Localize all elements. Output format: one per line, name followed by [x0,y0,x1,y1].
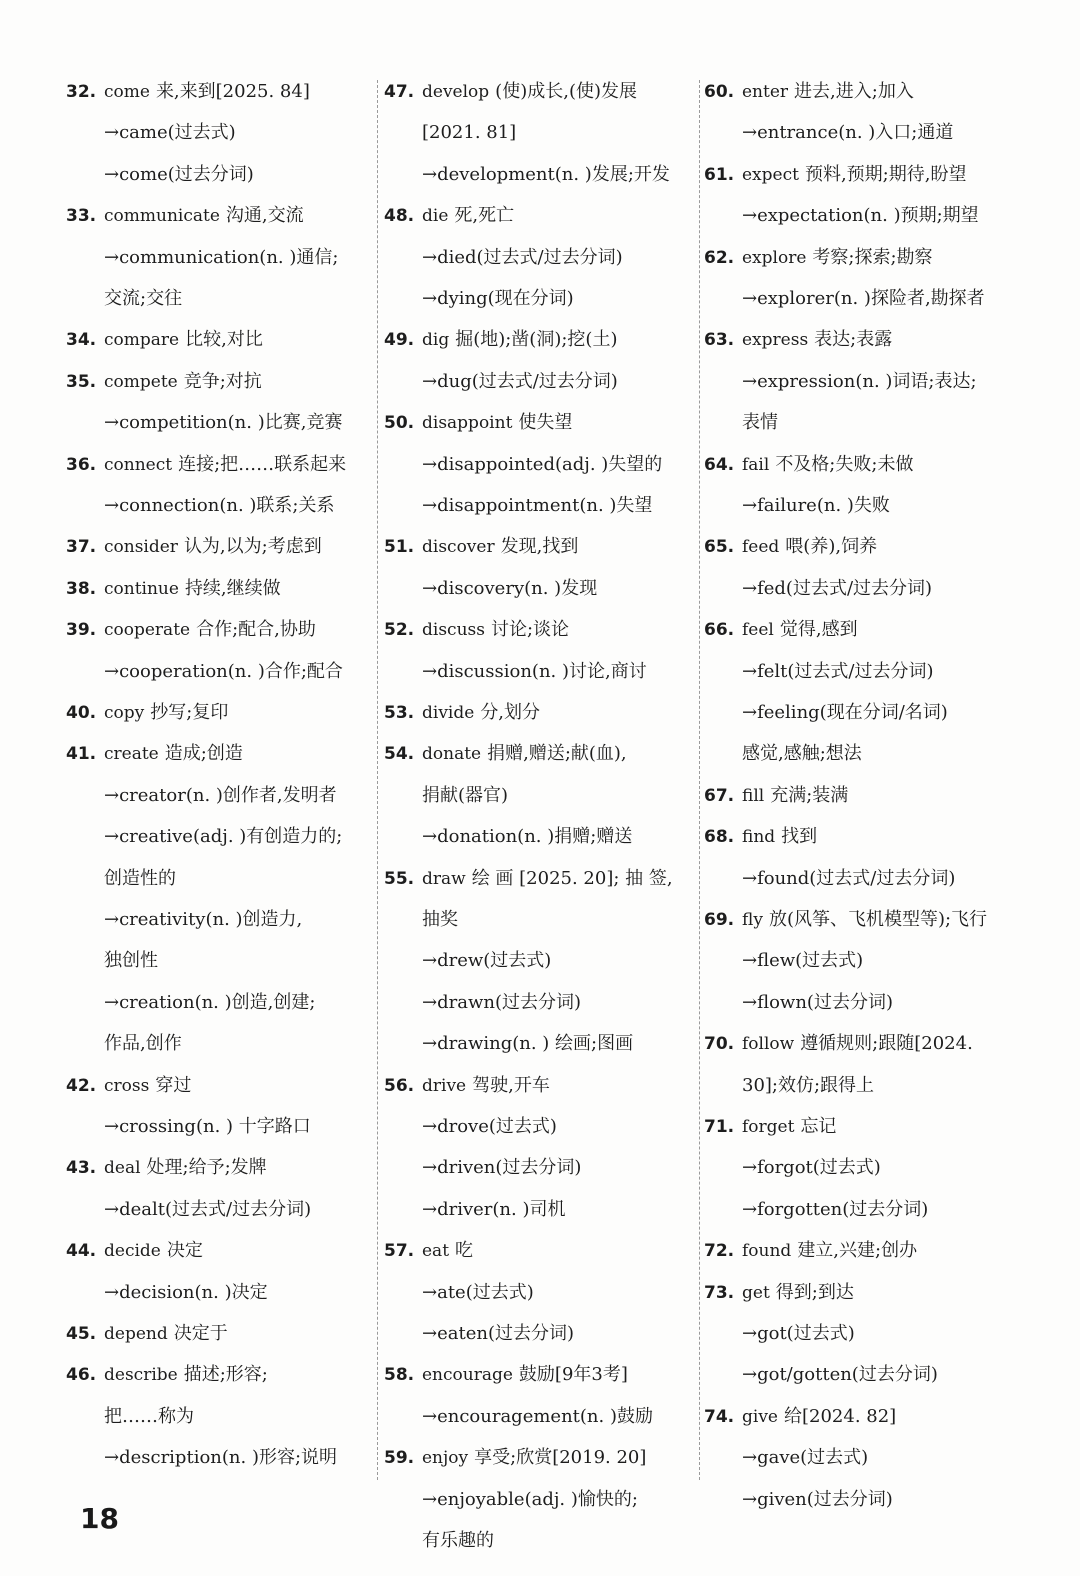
derived-form-line: 表情 [742,412,778,434]
entry-number: 58. [384,1365,415,1386]
entry-number: 54. [384,744,415,765]
entry-word: forget [742,1117,795,1137]
vocab-entry [704,618,858,642]
entry-definition: 绘 画 [2025. 20]; 抽 签, [471,867,673,889]
entry-definition: 分,划分 [480,702,541,723]
entry-number: 35. [66,371,97,392]
derived-form-line: →driven(过去分词) [422,1157,582,1179]
vocab-entry [704,1239,917,1263]
entry-number: 51. [384,537,415,558]
vocab-entry [704,908,987,932]
column-divider [377,80,378,1480]
entry-definition: 来,来到[2025. 84] [155,81,310,102]
vocab-entry [66,328,263,352]
entry-word: donate [422,744,482,765]
entry-number: 43. [66,1158,97,1179]
entry-word: continue [104,578,179,599]
entry-definition: 讨论;谈论 [490,619,570,641]
entry-word: give [742,1406,778,1427]
entry-definition: 连接;把……联系起来 [178,453,347,475]
vocab-entry [384,1239,473,1263]
entry-word: develop [422,82,490,102]
entry-word: create [104,744,159,765]
entry-definition: 合作;配合,协助 [196,619,316,641]
column-divider [699,80,700,1480]
entry-word: eat [422,1241,450,1262]
derived-form-line: 有乐趣的 [422,1530,494,1551]
derived-form-line: →drawn(过去分词) [422,991,581,1013]
entry-number: 48. [384,206,415,227]
entry-definition: 沟通,交流 [225,205,304,227]
entry-word: discover [422,537,495,558]
vocab-entry [704,535,877,559]
entry-word: get [742,1282,770,1303]
entry-number: 69. [704,910,735,930]
derived-form-line: →failure(n. )失败 [742,495,890,516]
derived-form-line: →dying(现在分词) [422,288,574,309]
entry-number: 63. [704,330,735,351]
derived-form-line: →discussion(n. )讨论,商讨 [422,660,647,682]
entry-number: 45. [66,1324,97,1344]
derived-form-line: →came(过去式) [104,122,236,144]
entry-word: fail [742,454,770,475]
entry-definition: 放(风筝、飞机模型等);飞行 [768,909,988,930]
vocab-entry [66,370,262,394]
derived-form-line: →creation(n. )创造,创建; [104,991,316,1013]
entry-word: compare [104,330,180,351]
entry-number: 64. [704,454,735,475]
derived-form-line: 独创性 [104,950,158,972]
derived-form-line: 30];效仿;跟得上 [742,1074,875,1096]
entry-number: 66. [704,620,735,641]
vocab-entry [66,80,310,104]
entry-number: 73. [704,1282,735,1303]
entry-word: die [422,206,449,227]
entry-definition: 驾驶,开车 [472,1074,550,1096]
entry-word: fly [742,910,763,930]
entry-number: 55. [384,868,415,889]
vocab-entry [384,1074,550,1098]
entry-definition: 进去,进入;加入 [794,81,914,102]
derived-form-line: →disappointment(n. )失望 [422,495,653,516]
derived-form-line: →eaten(过去分词) [422,1323,574,1344]
derived-form-line: →creativity(n. )创造力, [104,909,303,930]
entry-definition: 处理;给予;发牌 [146,1157,267,1179]
entry-number: 37. [66,537,97,558]
entry-definition: 决定 [166,1240,203,1262]
derived-form-line: 捐献(器官) [422,784,509,806]
vocab-entry [704,1032,973,1056]
vocab-entry [384,618,569,642]
vocab-entry [384,535,578,559]
entry-number: 44. [66,1241,97,1262]
derived-form-line: →description(n. )形容;说明 [104,1447,338,1469]
derived-form-line: →gave(过去式) [742,1447,869,1469]
entry-definition: 觉得,感到 [779,619,858,641]
entry-word: compete [104,371,178,392]
entry-definition: (使)成长,(使)发展 [495,81,637,102]
entry-number: 42. [66,1075,97,1096]
entry-definition: 认为,以为;考虑到 [183,536,322,558]
entry-definition: 得到;到达 [775,1281,854,1303]
entry-number: 57. [384,1241,415,1262]
vocab-entry [66,1156,267,1180]
derived-form-line: →forgot(过去式) [742,1157,881,1179]
entry-word: explore [742,247,807,268]
vocab-entry [384,867,673,891]
entry-number: 61. [704,164,735,185]
derived-form-line: →expression(n. )词语;表达; [742,370,977,392]
entry-definition: 找到 [781,826,818,848]
derived-form-line: 把……称为 [104,1405,194,1427]
entry-definition: 死,死亡 [454,205,515,227]
entry-definition: 充满;装满 [770,784,849,806]
entry-number: 74. [704,1406,735,1427]
entry-word: describe [104,1365,178,1386]
entry-number: 50. [384,413,415,434]
entry-number: 56. [384,1075,415,1096]
entry-word: discuss [422,620,485,641]
entry-number: 49. [384,330,415,351]
entry-number: 39. [66,620,97,641]
entry-definition: 鼓励[9年3考] [518,1364,628,1386]
entry-word: encourage [422,1365,513,1386]
entry-definition: 吃 [455,1240,474,1262]
derived-form-line: →cooperation(n. )合作;配合 [104,660,343,682]
vocab-entry [384,742,627,766]
derived-form-line: →found(过去式/过去分词) [742,867,956,889]
entry-definition: 表达;表露 [814,329,893,351]
vocab-entry [384,328,617,352]
derived-form-line: [2021. 81] [422,122,517,144]
derived-form-line: →explorer(n. )探险者,勘探者 [742,288,985,309]
entry-word: divide [422,703,475,723]
entry-definition: 造成;创造 [164,743,243,765]
entry-number: 67. [704,785,735,806]
vocab-entry [704,1115,836,1139]
entry-definition: 不及格;失败;未做 [775,453,914,475]
derived-form-line: 创造性的 [104,867,176,889]
entry-number: 59. [384,1448,415,1469]
vocab-entry [66,742,243,766]
derived-form-line: →fed(过去式/过去分词) [742,577,933,599]
entry-definition: 穿过 [155,1074,192,1096]
vocab-entry [66,453,346,477]
derived-form-line: →flown(过去分词) [742,991,893,1013]
entry-word: feed [742,537,780,558]
derived-form-line: →dug(过去式/过去分词) [422,370,618,392]
vocab-entry [384,204,514,228]
entry-number: 47. [384,82,415,102]
derived-form-line: →enjoyable(adj. )愉快的; [422,1488,638,1510]
derived-form-line: →creative(adj. )有创造力的; [104,826,343,848]
vocab-entry [384,701,540,725]
derived-form-line: →entrance(n. )入口;通道 [742,122,954,144]
entry-definition: 享受;欣赏[2019. 20] [474,1447,647,1469]
derived-form-line: →discovery(n. )发现 [422,577,598,599]
entry-word: found [742,1241,792,1262]
entry-definition: 比较,对比 [185,329,263,351]
derived-form-line: →forgotten(过去分词) [742,1198,929,1220]
derived-form-line: →competition(n. )比赛,竞赛 [104,412,343,434]
entry-word: enter [742,82,789,102]
entry-word: fill [742,785,765,806]
derived-form-line: 感觉,感触;想法 [742,743,862,765]
vocab-entry [384,411,572,435]
entry-number: 52. [384,620,415,641]
derived-form-line: →driver(n. )司机 [422,1198,566,1220]
derived-form-line: 抽奖 [422,909,458,930]
vocab-entry [704,246,933,270]
derived-form-line: →ate(过去式) [422,1281,534,1303]
derived-form-line: →creator(n. )创作者,发明者 [104,784,337,806]
entry-number: 71. [704,1117,735,1137]
entry-number: 70. [704,1034,735,1055]
derived-form-line: →drew(过去式) [422,950,552,972]
derived-form-line: →decision(n. )决定 [104,1281,268,1303]
vocab-entry [66,1322,228,1346]
entry-word: follow [742,1034,795,1055]
entry-word: express [742,330,809,351]
vocab-entry [66,1239,203,1263]
derived-form-line: →felt(过去式/过去分词) [742,660,934,682]
vocab-entry [66,535,322,559]
derived-form-line: →drawing(n. ) 绘画;图画 [422,1033,634,1055]
entry-definition: 竞争;对抗 [183,370,262,392]
vocab-entry [704,1405,896,1429]
vocab-entry [704,453,913,477]
vocab-entry [384,1446,646,1470]
entry-word: disappoint [422,413,513,434]
vocab-entry [704,784,848,808]
entry-definition: 遵循规则;跟随[2024. [800,1033,973,1055]
vocab-entry [704,80,914,104]
derived-form-line: →development(n. )发展;开发 [422,163,670,185]
entry-definition: 发现,找到 [500,536,579,558]
entry-word: draw [422,868,466,889]
derived-form-line: →feeling(现在分词/名词) [742,702,948,723]
entry-number: 33. [66,206,97,227]
vocab-entry [704,163,966,187]
entry-number: 34. [66,330,97,351]
entry-word: decide [104,1241,161,1262]
entry-definition: 决定于 [173,1323,228,1344]
derived-form-line: →crossing(n. ) 十字路口 [104,1116,311,1137]
vocab-entry [704,825,817,849]
entry-number: 46. [66,1365,97,1386]
entry-number: 65. [704,537,735,558]
derived-form-line: →donation(n. )捐赠;赠送 [422,826,633,848]
entry-definition: 考察;探索;勘察 [812,246,933,268]
vocab-entry [704,328,892,352]
entry-number: 32. [66,82,97,102]
entry-definition: 抄写;复印 [150,702,229,723]
derived-form-line: 作品,创作 [104,1033,182,1055]
derived-form-line: →encouragement(n. )鼓励 [422,1405,653,1427]
entry-definition: 捐赠,赠送;献(血), [487,743,627,765]
vocab-entry [704,1281,854,1305]
entry-number: 53. [384,703,415,723]
entry-definition: 持续,继续做 [184,577,281,599]
entry-word: communicate [104,206,220,227]
derived-form-line: 交流;交往 [104,288,183,309]
page-number: 18 [80,1502,119,1535]
derived-form-line: →flew(过去式) [742,950,864,972]
entry-definition: 忘记 [800,1116,837,1137]
vocab-entry [66,1074,191,1098]
entry-definition: 预料,预期;期待,盼望 [804,163,967,185]
derived-form-line: →died(过去式/过去分词) [422,246,623,268]
vocab-entry [66,204,304,228]
entry-word: depend [104,1324,168,1344]
vocab-entry [66,618,316,642]
entry-number: 68. [704,827,735,848]
derived-form-line: →given(过去分词) [742,1488,893,1510]
derived-form-line: →come(过去分词) [104,163,254,185]
derived-form-line: →dealt(过去式/过去分词) [104,1198,312,1220]
entry-definition: 使失望 [518,412,573,434]
entry-number: 41. [66,744,97,765]
derived-form-line: →got(过去式) [742,1323,855,1344]
derived-form-line: →disappointed(adj. )失望的 [422,453,663,475]
derived-form-line: →connection(n. )联系;关系 [104,495,335,516]
entry-number: 40. [66,703,97,723]
entry-word: expect [742,164,799,185]
entry-word: enjoy [422,1448,469,1469]
entry-number: 62. [704,247,735,268]
entry-word: come [104,82,150,102]
entry-word: feel [742,620,774,641]
entry-word: connect [104,454,173,475]
entry-number: 38. [66,578,97,599]
entry-definition: 建立,兴建;创办 [797,1240,918,1262]
vocab-entry [384,80,637,104]
derived-form-line: →expectation(n. )预期;期望 [742,205,979,227]
entry-word: cooperate [104,620,191,641]
derived-form-line: →drove(过去式) [422,1116,557,1137]
entry-word: cross [104,1075,150,1096]
entry-word: find [742,827,776,848]
vocab-entry [66,577,281,601]
entry-number: 72. [704,1241,735,1262]
entry-word: consider [104,537,178,558]
entry-number: 60. [704,82,735,102]
entry-number: 36. [66,454,97,475]
derived-form-line: →communication(n. )通信; [104,246,339,268]
derived-form-line: →got/gotten(过去分词) [742,1364,938,1386]
entry-definition: 喂(养),饲养 [785,536,878,558]
vocab-entry [66,1363,268,1387]
entry-word: drive [422,1075,467,1096]
entry-word: deal [104,1158,141,1179]
entry-definition: 描述;形容; [183,1364,268,1386]
entry-definition: 给[2024. 82] [783,1405,897,1427]
entry-word: copy [104,703,145,723]
entry-definition: 掘(地);凿(洞);挖(土) [455,329,618,351]
entry-word: dig [422,330,450,351]
vocab-entry [66,701,228,725]
vocab-entry [384,1363,628,1387]
